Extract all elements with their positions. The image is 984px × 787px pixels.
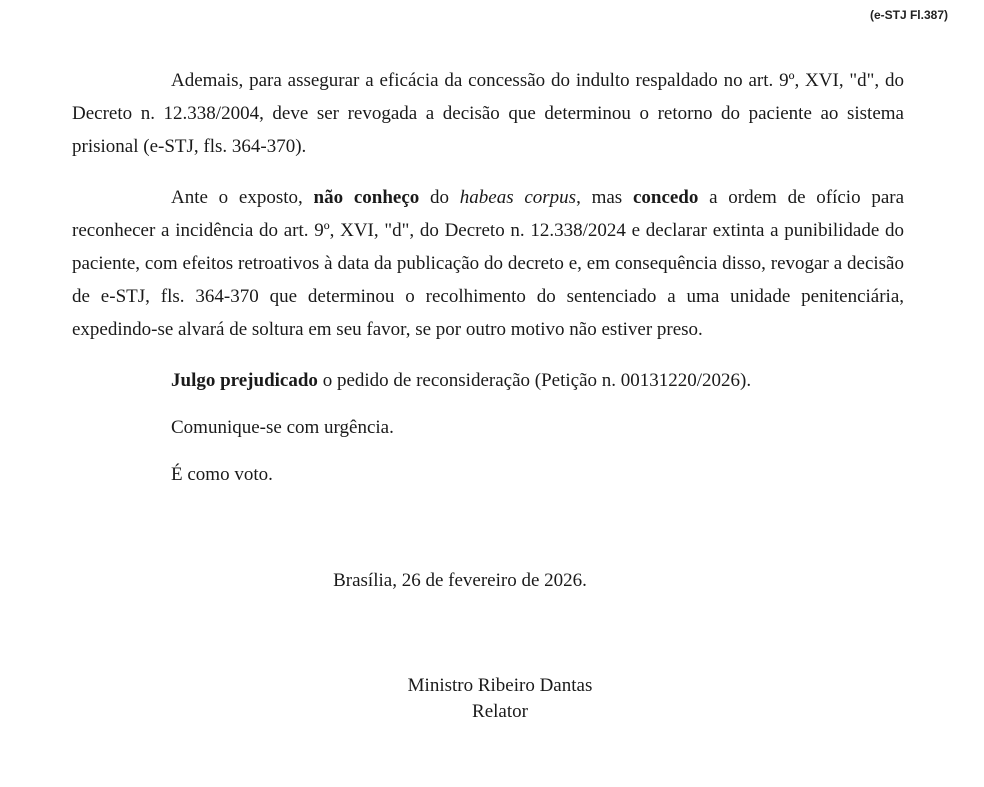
signature-name: Ministro Ribeiro Dantas: [407, 675, 593, 696]
prejudicado-text: o pedido de reconsideração (Petição n. 00131220/2026).: [317, 370, 752, 391]
document-body: [72, 64, 904, 491]
dispositivo-text-1: Ante o exposto,: [171, 187, 314, 208]
paragraph-dispositivo: [72, 181, 904, 346]
page-stamp: (e-STJ Fl.387): [869, 8, 948, 22]
signature-role: Relator: [472, 701, 528, 722]
dispositivo-italic-habeas-corpus: habeas corpus: [459, 187, 577, 208]
dispositivo-text-4: a ordem de ofício para reconhecer a incidência do art. 9º, XVI, "d", do Decreto n. 12.338/2024 e declarar extinta a punibilidade do paciente, com efeitos retroativos à data da publicação do decreto e, em consequência disso, revogar a decisão de e-STJ, fls. 364-370 que determinou o recolhimento do sentenciado a uma unidade penitenciária, expedindo-se alvará de soltura em seu favor, se por outro motivo não estiver preso.: [72, 187, 905, 340]
paragraph-indulto: Ademais, para assegurar a eficácia da concessão do indulto respaldado no art. 9º, XVI, "d", do Decreto n. 12.338/2004, deve ser revogada a decisão que determinou o retorno do paciente ao sistema prisional (e-STJ, fls. 364-370).: [72, 70, 904, 157]
prejudicado-bold: Julgo prejudicado: [171, 370, 318, 391]
paragraph-prejudicado: [72, 364, 904, 397]
paragraph-comunique: Comunique-se com urgência.: [171, 417, 394, 438]
dispositivo-text-2: do: [419, 187, 460, 208]
dispositivo-text-3: , mas: [576, 187, 633, 208]
signature-block: [0, 673, 984, 725]
dispositivo-bold-concedo: concedo: [632, 187, 699, 208]
date-line: Brasília, 26 de fevereiro de 2026.: [333, 570, 587, 591]
paragraph-voto: É como voto.: [171, 464, 273, 485]
dispositivo-bold-nao-conheco: não conheço: [313, 187, 420, 208]
